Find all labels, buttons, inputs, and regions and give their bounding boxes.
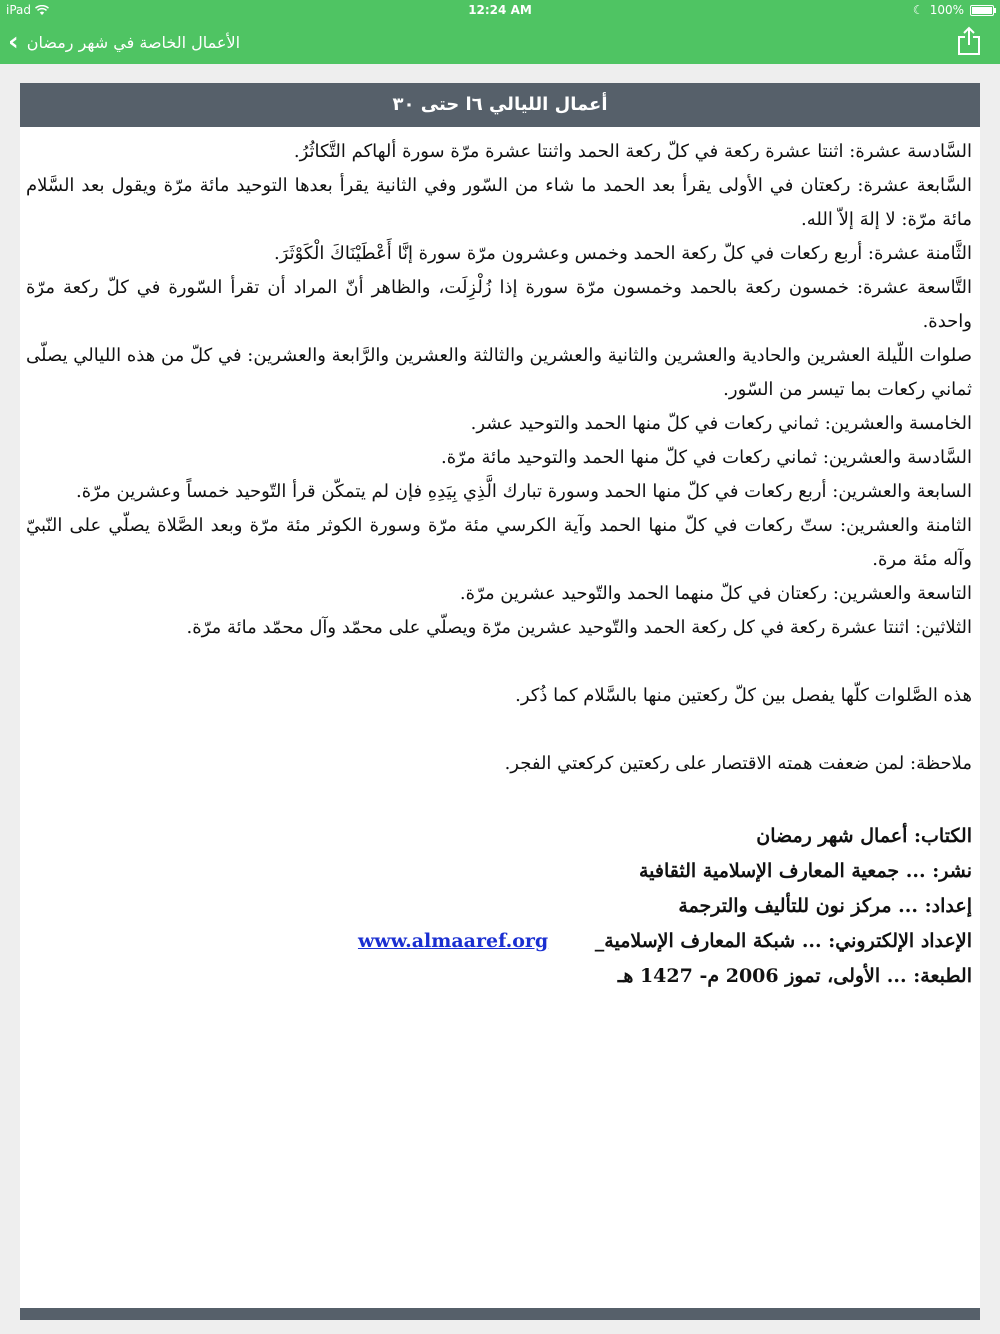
- status-right: [913, 3, 994, 17]
- article-body[interactable]: [26, 135, 972, 994]
- back-button[interactable]: [8, 28, 240, 56]
- remark: ملاحظة: لمن ضعفت همته الاقتصار على ركعتين كركعتي الفجر.: [504, 753, 972, 774]
- back-label: الأعمال الخاصة في شهر رمضان: [26, 32, 241, 52]
- paragraph: الخامسة والعشرين: ثماني ركعات في كلّ منها الحمد والتوحيد عشر.: [470, 413, 972, 434]
- paragraph: السابعة والعشرين: أربع ركعات في كلّ منها الحمد وسورة تبارك الَّذِي بِيَدِهِ فإن لم يتمكّن قرأ التّوحيد خمساً وعشرين مرّة.: [76, 481, 972, 502]
- paragraph: الثَّامنة عشرة: أربع ركعات في كلّ ركعة الحمد وخمس وعشرون مرّة سورة إنَّا أَعْطَيْنَاكَ الْكَوْثَرَ.: [273, 243, 972, 264]
- card-title: أعمال الليالي ٦ا حتى ٣٠: [20, 83, 980, 127]
- chevron-left-icon: ‹: [8, 27, 19, 57]
- paragraph: صلوات اللّيلة العشرين والحادية والعشرين والثانية والعشرين والثالثة والعشرين والرَّابعة والعشرين: في كلّ من هذه الليالي يصلّى ثماني ركعات بما تيسر من السّور.: [26, 345, 972, 400]
- paragraph: السَّادسة عشرة: اثنتا عشرة ركعة في كلّ ركعة الحمد واثنتا عشرة مرّة سورة ألهاكم التَّكاثُرُ.: [293, 141, 972, 162]
- electronic-label: الإعداد الإلكتروني: ... شبكة المعارف الإسلامية_: [594, 930, 972, 952]
- share-icon[interactable]: [956, 26, 982, 56]
- status-time: 12:24 AM: [468, 3, 532, 17]
- book-title: الكتاب: أعمال شهر رمضان: [756, 825, 972, 847]
- paragraph: السَّابعة عشرة: ركعتان في الأولى يقرأ بعد الحمد ما شاء من السّور وفي الثانية يقرأ بعدها التوحيد مائة مرّة ويقول بعد السَّلام مائة مرّة: لا إلهَ إلاّ الله.: [26, 175, 972, 230]
- spacer: [26, 781, 972, 815]
- prepared-by: إعداد: ... مركز نون للتأليف والترجمة: [678, 895, 972, 917]
- spacer: [26, 713, 972, 747]
- battery-percent: 100%: [929, 3, 964, 17]
- paragraph: الثامنة والعشرين: ستّ ركعات في كلّ منها الحمد وآية الكرسي مئة مرّة وسورة الكوثر مئة مرّة وبعد الصَّلاة يصلّي على النّبيّ وآله مئة مرة.: [26, 515, 972, 570]
- content-card: [20, 83, 980, 1320]
- device-label: iPad: [6, 3, 32, 17]
- paragraph: السَّادسة والعشرين: ثماني ركعات في كلّ منها الحمد والتوحيد مائة مرّة.: [441, 447, 972, 468]
- moon-icon: ☾: [912, 3, 924, 17]
- battery-icon: [970, 5, 994, 16]
- electronic-preparation: [26, 924, 972, 959]
- edition: الطبعة: ... الأولى، تموز 2006 م- 1427 هـ: [617, 965, 972, 987]
- paragraph: التاسعة والعشرين: ركعتان في كلّ منهما الحمد والتّوحيد عشرين مرّة.: [459, 583, 972, 604]
- book-metadata: [26, 819, 972, 994]
- status-bar: [0, 0, 1000, 20]
- spacer: [26, 645, 972, 679]
- navigation-bar: [0, 20, 1000, 64]
- paragraph: الثلاثين: اثنتا عشرة ركعة في كل ركعة الحمد والتّوحيد عشرين مرّة ويصلّي على محمّد وآل محمّد مائة مرّة.: [186, 617, 972, 638]
- publisher: نشر: ... جمعية المعارف الإسلامية الثقافية: [638, 860, 972, 882]
- website-link[interactable]: www.almaaref.org: [357, 930, 549, 952]
- closing-note: هذه الصَّلوات كلّها يفصل بين كلّ ركعتين منها بالسَّلام كما ذُكر.: [515, 685, 972, 706]
- card-footer-bar: [20, 1308, 980, 1320]
- paragraph: التَّاسعة عشرة: خمسون ركعة بالحمد وخمسون مرّة سورة إذا زُلْزِلَت، والظاهر أنّ المراد أن تقرأ السّورة في كلّ ركعة مرّة واحدة.: [26, 277, 972, 332]
